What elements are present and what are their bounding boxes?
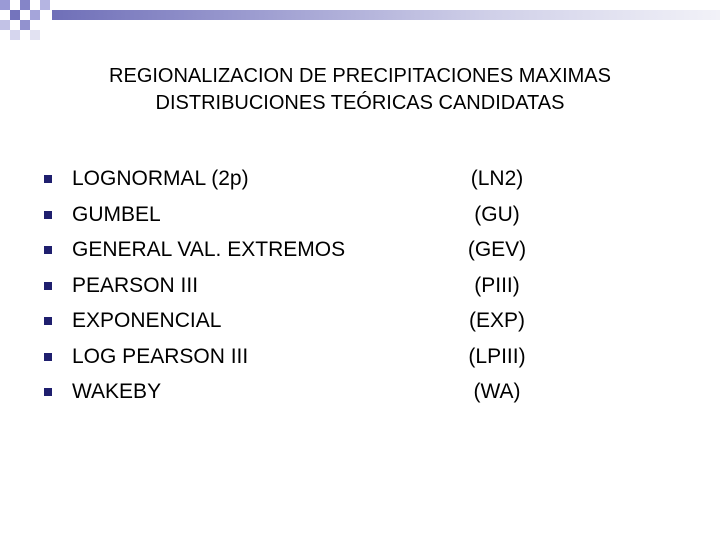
distribution-name: LOGNORMAL (2p) xyxy=(72,167,249,190)
distribution-abbreviation: (LPIII) xyxy=(468,344,526,368)
distribution-abbreviation: (LN2) xyxy=(470,167,524,190)
header-gradient-bar xyxy=(52,10,720,20)
square-bullet-icon xyxy=(44,246,52,254)
distribution-name: PEARSON III xyxy=(72,273,199,297)
distribution-abbreviation: (GU) xyxy=(474,202,520,226)
distribution-abbreviation: (PIII) xyxy=(474,273,520,297)
distribution-name: GUMBEL xyxy=(72,202,161,226)
list-item xyxy=(0,232,720,268)
title-line-1: REGIONALIZACION DE PRECIPITACIONES MAXIMAS xyxy=(109,65,611,87)
square-bullet-icon xyxy=(44,175,52,183)
list-item xyxy=(0,303,720,339)
list-item xyxy=(0,339,720,375)
distribution-abbreviation: (GEV) xyxy=(467,238,527,261)
list-item xyxy=(0,197,720,233)
distribution-name: GENERAL VAL. EXTREMOS xyxy=(72,238,346,261)
square-bullet-icon xyxy=(44,211,52,219)
list-item xyxy=(0,161,720,197)
distribution-name: LOG PEARSON III xyxy=(72,344,249,368)
square-bullet-icon xyxy=(44,353,52,361)
checker-pattern-icon xyxy=(0,0,60,40)
list-item xyxy=(0,374,720,410)
slide-title xyxy=(0,63,720,117)
distribution-abbreviation: (WA) xyxy=(473,380,521,403)
square-bullet-icon xyxy=(44,282,52,290)
distribution-abbreviation: (EXP) xyxy=(468,309,525,332)
square-bullet-icon xyxy=(44,388,52,396)
list-item xyxy=(0,268,720,304)
distribution-name: WAKEBY xyxy=(72,380,162,403)
distribution-name: EXPONENCIAL xyxy=(72,309,222,332)
square-bullet-icon xyxy=(44,317,52,325)
title-line-2: DISTRIBUCIONES TEÓRICAS CANDIDATAS xyxy=(155,92,565,114)
distribution-list xyxy=(0,161,720,410)
